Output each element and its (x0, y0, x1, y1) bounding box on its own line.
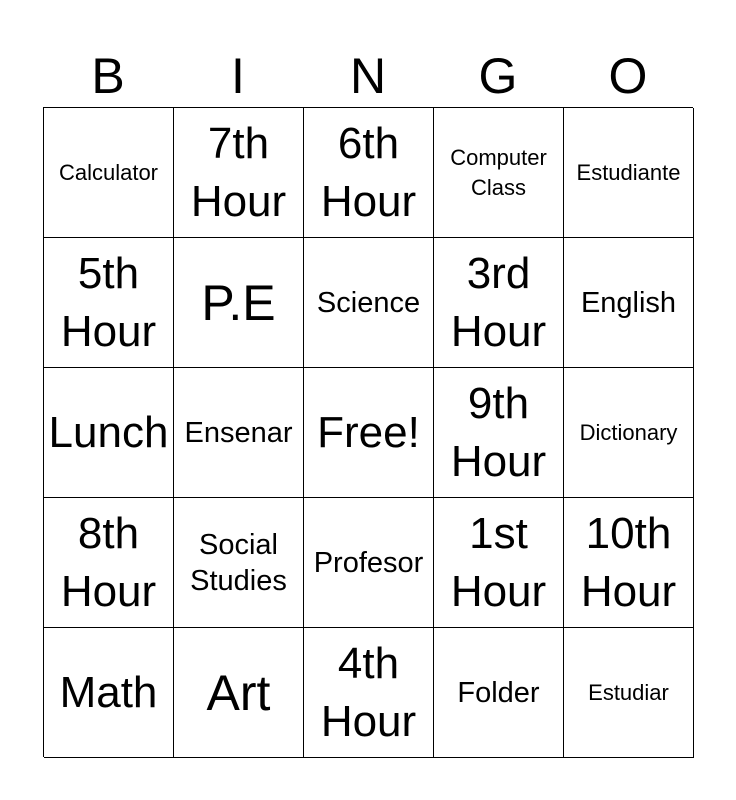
bingo-cell[interactable]: Calculator (44, 108, 174, 238)
bingo-cell[interactable]: 7th Hour (174, 108, 304, 238)
bingo-cell[interactable]: Free! (304, 368, 434, 498)
bingo-cell[interactable]: Estudiante (564, 108, 694, 238)
bingo-cell[interactable]: 4th Hour (304, 628, 434, 758)
header-letter-i: I (231, 48, 245, 104)
bingo-header (43, 44, 693, 108)
header-letter-b: B (91, 48, 125, 104)
bingo-cell[interactable]: Dictionary (564, 368, 694, 498)
bingo-cell[interactable]: 8th Hour (44, 498, 174, 628)
bingo-cell[interactable]: 1st Hour (434, 498, 564, 628)
bingo-cell[interactable]: Lunch (44, 368, 174, 498)
header-letter-n: N (349, 48, 387, 104)
header-letter-g: G (478, 48, 518, 104)
bingo-cell[interactable]: 5th Hour (44, 238, 174, 368)
bingo-cell[interactable]: P.E (174, 238, 304, 368)
bingo-cell[interactable]: Science (304, 238, 434, 368)
bingo-cell[interactable]: 10th Hour (564, 498, 694, 628)
bingo-cell[interactable]: Art (174, 628, 304, 758)
bingo-cell[interactable]: 9th Hour (434, 368, 564, 498)
bingo-cell[interactable]: Folder (434, 628, 564, 758)
bingo-cell[interactable]: 6th Hour (304, 108, 434, 238)
bingo-cell[interactable]: Math (44, 628, 174, 758)
bingo-cell[interactable]: English (564, 238, 694, 368)
bingo-cell[interactable]: Ensenar (174, 368, 304, 498)
bingo-cell[interactable]: 3rd Hour (434, 238, 564, 368)
bingo-cell[interactable]: Computer Class (434, 108, 564, 238)
bingo-cell[interactable]: Estudiar (564, 628, 694, 758)
bingo-cell[interactable]: Social Studies (174, 498, 304, 628)
header-letter-o: O (608, 48, 648, 104)
bingo-cell[interactable]: Profesor (304, 498, 434, 628)
bingo-board (43, 107, 693, 757)
